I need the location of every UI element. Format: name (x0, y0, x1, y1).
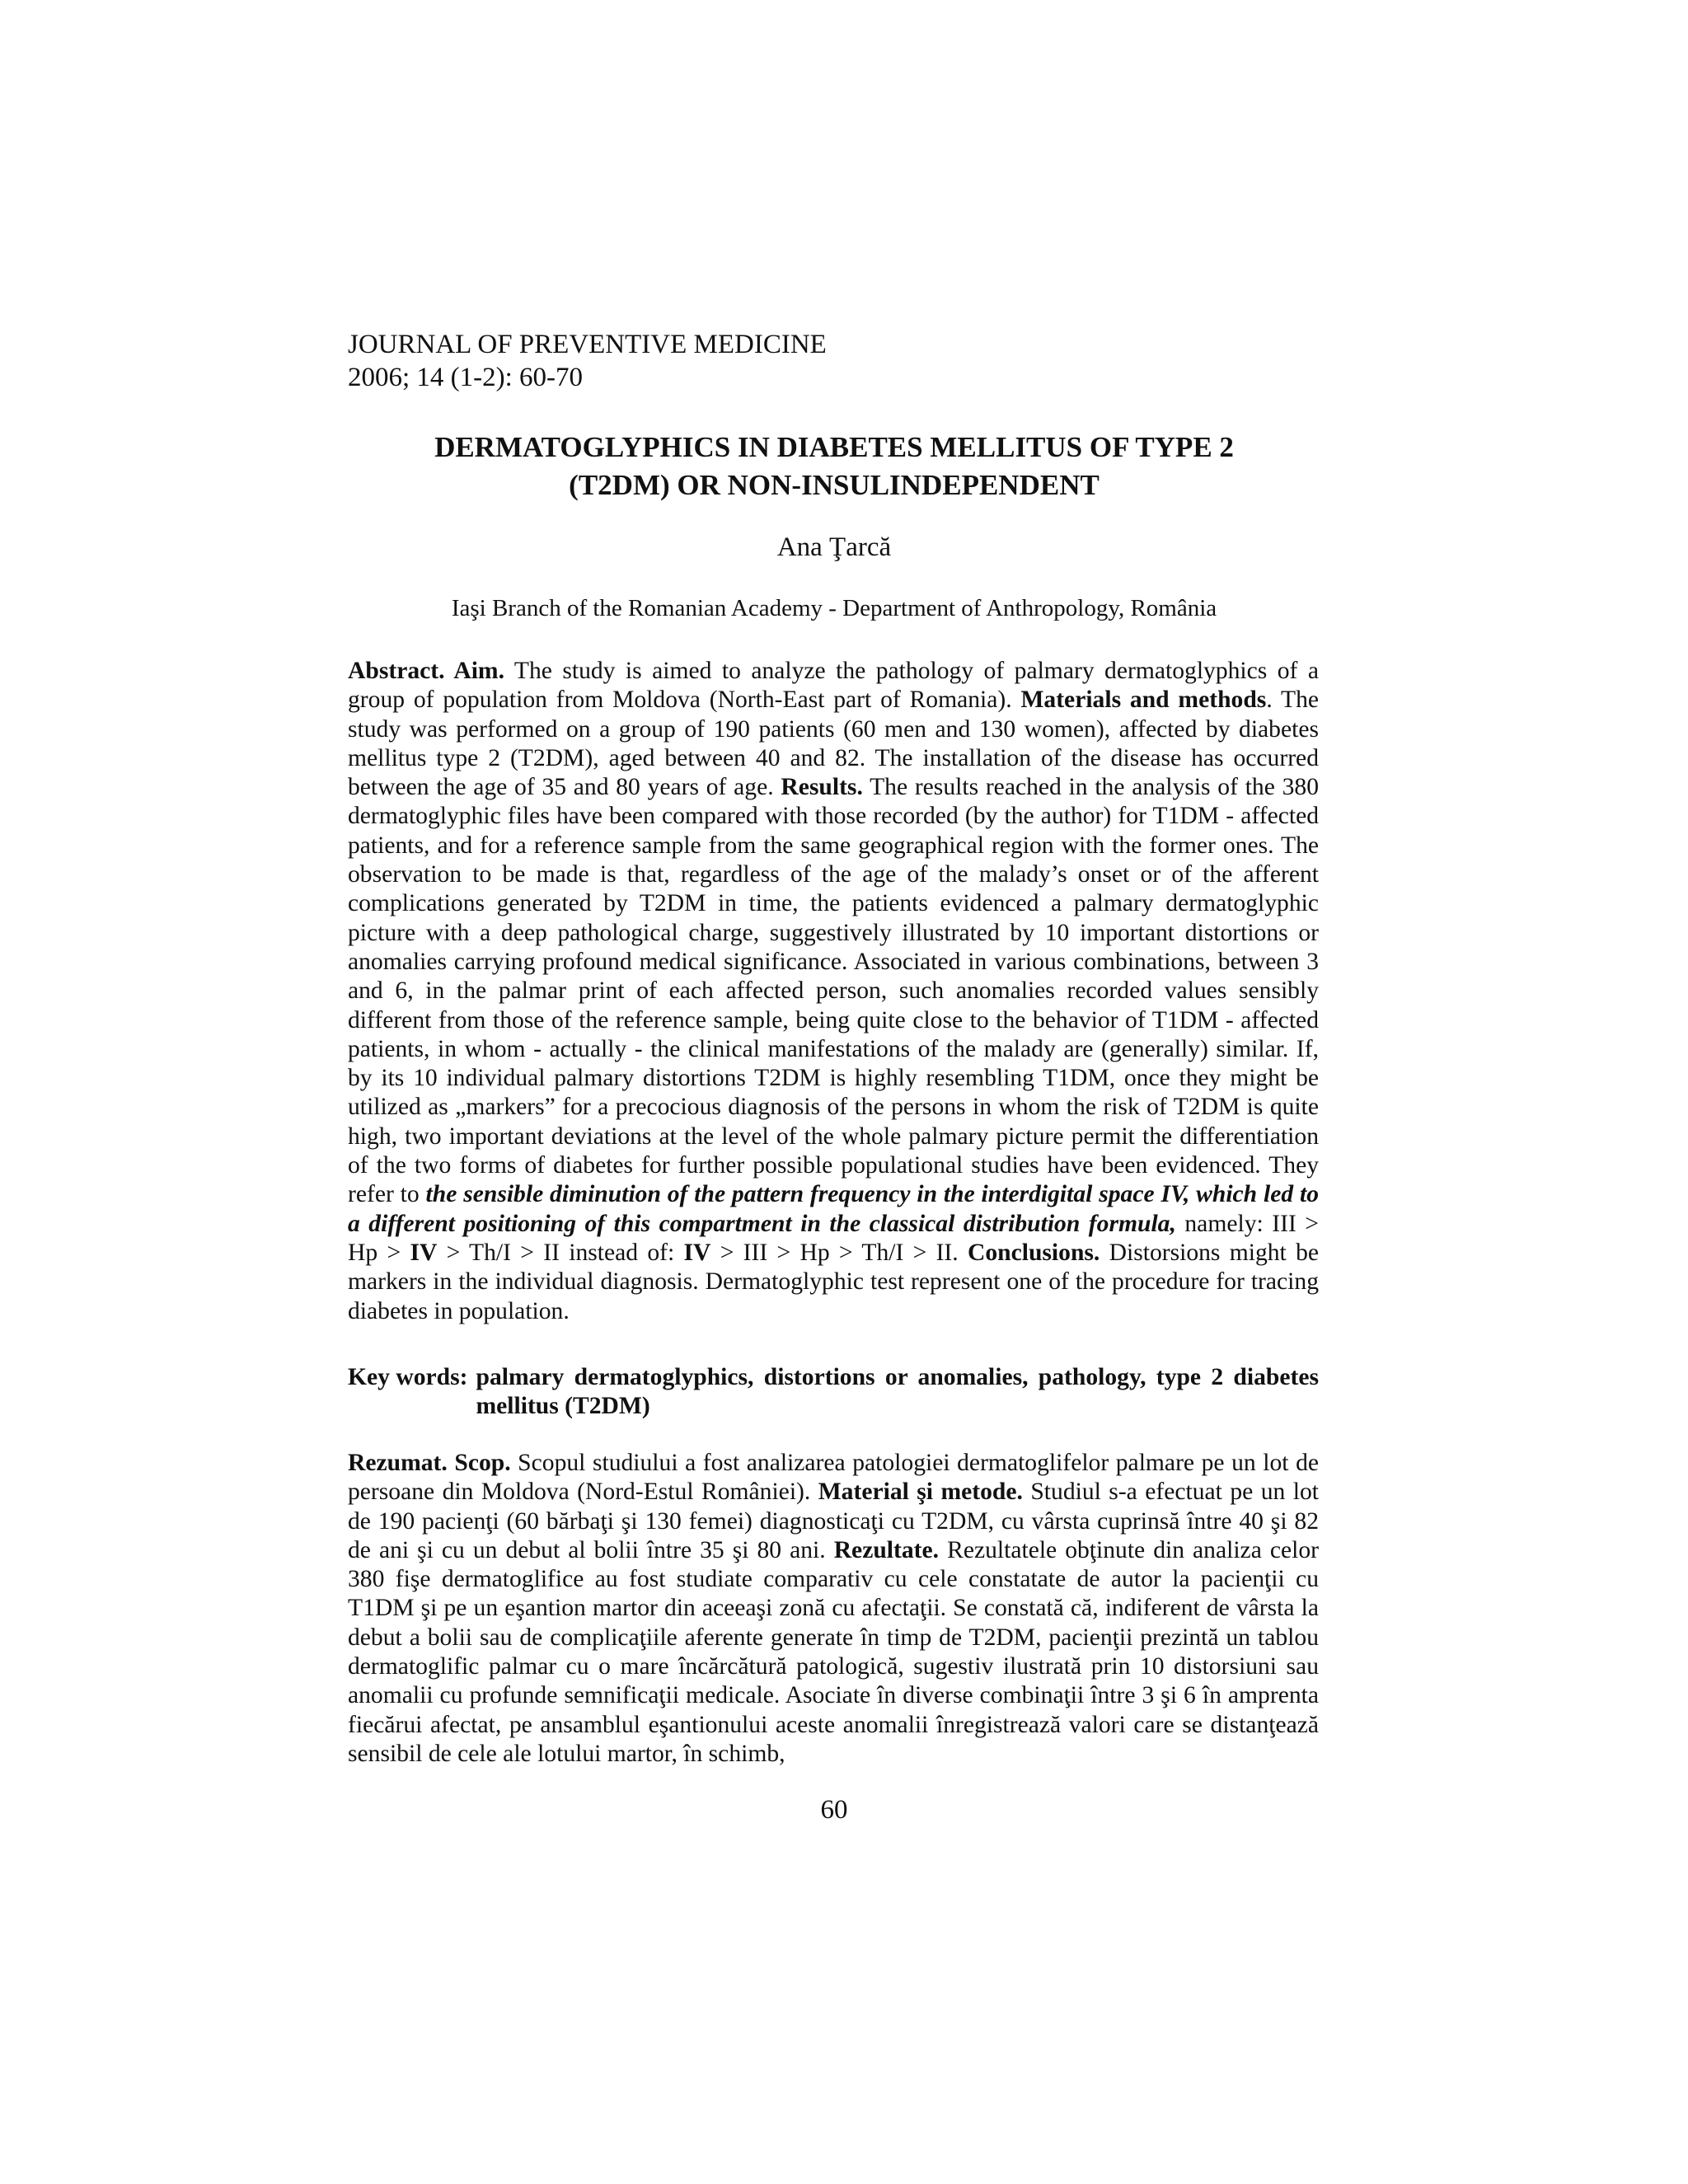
keywords-block (348, 1363, 1319, 1422)
journal-citation: 2006; 14 (1-2): 60-70 (348, 363, 584, 392)
abstract-methods-label: Materials and methods (1020, 687, 1267, 714)
abstract-paragraph (348, 657, 1319, 1326)
abstract-conclusions-label: Conclusions. (967, 1239, 1100, 1266)
abstract-emphasis-text: the sensible diminution of the pattern frequency in the interdigital space IV, which led to a different positioning of this compartment in the classical distribution formula, (348, 1181, 1319, 1237)
rezumat-results-text: Rezultatele obţinute din analiza celor 380 fişe dermatoglifice au fost studiate comparativ cu cele constatate de autor la pacienţii cu T1DM şi pe un eşantion martor din aceeaşi zonă cu afectaţii. Se constată că, indiferent de vârsta la debut a bolii sau de complicaţiile aferente generate în timp de T2DM, pacienţii prezintă un tablou dermatoglific palmar cu o mare încărcătură patologică, sugestiv ilustrată prin 10 distorsiuni sau anomalii cu profunde semnificaţii medicale. Asociate în diverse combinaţii între 3 şi 6 în amprenta fiecărui afectat, pe ansamblul eşantionului aceste anomalii înregistrează valori care se distanţează sensibil de cele ale lotului martor, în schimb, (348, 1536, 1319, 1767)
abstract-formula-iv-2: IV (683, 1239, 711, 1266)
abstract-results-text: The results reached in the analysis of the 380 dermatoglyphic files have been compared with those recorded (by the author) for T1DM - affected patients, and for a reference sample from the same geographical region with the former ones. The observation to be made is that, regardless of the age of the malady’s onset or of the afferent complications generated by T2DM in time, the patients evidenced a palmary dermatoglyphic picture with a deep pathological charge, suggestively illustrated by 10 important distortions or anomalies carrying profound medical significance. Associated in various combinations, between 3 and 6, in the palmar print of each affected person, such anomalies recorded values sensibly different from those of the reference sample, being quite close to the behavior of T1DM - affected patients, in whom - actually - the clinical manifestations of the malady are (generally) similar. If, by its 10 individual palmary distortions T2DM is highly resembling T1DM, once they might be utilized as „markers” for a precocious diagnosis of the persons in whom the risk of T2DM is quite high, two important deviations at the level of the whole palmary picture permit the differentiation of the two forms of diabetes for further possible populational studies have been evidenced. They refer to (348, 774, 1319, 1208)
abstract-methods-text: . The study was performed on a group of 190 patients (60 men and 130 women), affected by diabetes mellitus type 2 (T2DM), aged between 40 and 82. The installation of the disease has occurred between the age of 35 and 80 years of age. (348, 687, 1320, 801)
page-number: 60 (820, 1795, 848, 1825)
abstract-label: Abstract. Aim. (348, 658, 504, 684)
rezumat-paragraph (348, 1449, 1319, 1769)
paper-title-line-2: (T2DM) OR NON-INSULINDEPENDENT (569, 469, 1100, 501)
keywords-label: Key words: (348, 1364, 468, 1390)
paper-title (348, 429, 1320, 504)
rezumat-methods-text: Studiul s-a efectuat pe un lot de 190 pacienţi (60 bărbaţi şi 130 femei) diagnosticaţi cu T2DM, cu vârsta cuprinsă între 40 şi 82 de ani şi cu un debut al bolii între 35 şi 80 ani. (348, 1479, 1319, 1563)
abstract-formula-end: > III > Hp > Th/I > II. (710, 1239, 968, 1266)
keywords-text: palmary dermatoglyphics, distortions or anomalies, pathology, type 2 diabetes mellitus (T2DM) (476, 1364, 1319, 1420)
journal-name: JOURNAL OF PREVENTIVE MEDICINE (348, 330, 827, 359)
journal-header (348, 328, 827, 394)
abstract-conclusions-text: Distorsions might be markers in the individual diagnosis. Dermatoglyphic test represent one of the procedure for tracing diabetes in population. (348, 1239, 1319, 1324)
author-name: Ana Ţarcă (776, 532, 892, 562)
rezumat-scop-text: Scopul studiului a fost analizarea patologiei dermatoglifelor palmare pe un lot de persoane din Moldova (Nord-Estul României). (348, 1450, 1320, 1506)
abstract-results-label: Results. (781, 774, 863, 801)
rezumat-results-label: Rezultate. (833, 1536, 940, 1563)
rezumat-label: Rezumat. Scop. (348, 1450, 511, 1476)
paper-title-line-1: DERMATOGLYPHICS IN DIABETES MELLITUS OF TYPE 2 (434, 431, 1234, 463)
abstract-formula-iv-1: IV (410, 1239, 438, 1266)
rezumat-methods-label: Material şi metode. (818, 1479, 1023, 1506)
abstract-aim-text: The study is aimed to analyze the pathology of palmary dermatoglyphics of a group of population from Moldova (North-East part of Romania). (348, 658, 1319, 714)
abstract-namely-text: namely: III > Hp > (348, 1210, 1319, 1266)
author-affiliation: Iaşi Branch of the Romanian Academy - Department of Anthropology, România (451, 595, 1217, 621)
abstract-formula-mid: > Th/I > II instead of: (437, 1239, 684, 1266)
